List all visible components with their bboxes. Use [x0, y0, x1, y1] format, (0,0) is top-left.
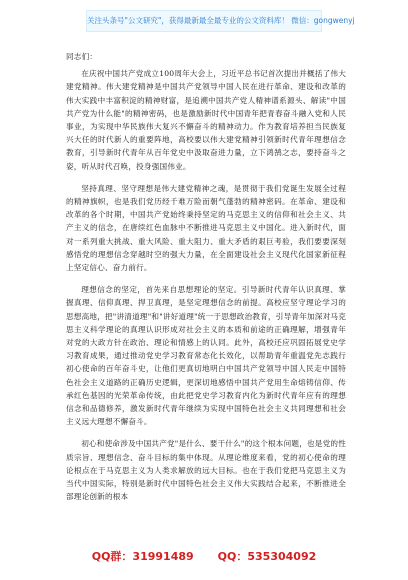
paragraph-2: 坚持真理、坚守理想是伟大建党精神之魂，是贯彻于我们党诞生发展全过程的精神旗帜，也是我们党历经千难万险而朝气蓬勃的精神密码。在革命、建设和改革的各个时期，中国共产党始终秉持坚定的马克思主义的信仰和社会主义、共产主义的信念，在唐续红色血脉中不断推进马克思主义中国化。进入新时代，面对一系列重大挑战、重大风险、重大阻力、重大矛盾的艰巨考验，我们要要深刻感悟党的理想信念穿越时空的强大力量，在全面建设社会主义现代化国家新征程上坚定信心、奋力前行。	[66, 183, 346, 273]
paragraph-3: 理想信念的坚定，首先来自思想理论的坚定。引导新时代青年认识真理、掌握真理、信仰真理、捍卫真理，是坚定理想信念的前提。高校应坚守理论学习的思想高地，把"讲清道理"和"讲好道理"统一于思想政治教育，引导青年加深对马克思主义科学理论的真理认识形成对社会主义的本质和前途的正确理解，增强青年对党的大政方针在政治、理论和情感上的认同。此外，高校还应巩固拓展党史学习教育成果，通过推动党史学习教育常态化长效化，以帮助青年重温党先志践行初心使命的百年奋斗史，让他们更真切地明白中国共产党领导中国人民走中国特色社会主义道路的正确历史逻辑，更深切地感悟中国共产党用生命熔铸信仰、传承红色基因的光荣革命传统，由此把党史学习教育内化为新时代青年应有的理想信念和品德修养，激发新时代青年继续为实现中国特色社会主义共同理想和社会主义远大理想不懈奋斗。	[66, 285, 346, 427]
footer-contact	[0, 548, 408, 564]
greeting: 同志们：	[66, 52, 98, 61]
paragraph-4: 初心和使命涉及中国共产党"是什么、要干什么"的这个根本问题，也是党的性质宗旨、理想信念、奋斗目标的集中体现。从理论维度来看，党的初心使命的理论根点在于马克思主义为人类求解放的远大目标。也在于我们党把马克思主义为当代中国实际，特别是新时代中国特色社会主义伟大实践结合起来，不断推进全部理论创新的根本	[66, 439, 346, 502]
header-banner: 关注头条号"公文研究"，获得最新最全最专业的公文资料库！ 微信：gongwenyj	[86, 10, 322, 32]
document-body	[66, 50, 346, 513]
paragraph-1: 在庆祝中国共产党成立100周年大会上，习近平总书记首次提出并概括了伟大建党精神。伟大建党精神是中国共产党领导中国人民在进行革命、建设和改革的伟大实践中丰富积淀的精神财富，是追溯中国共产党人精神谱系源头、解读"中国共产党为什么能"的精神密码，也是激励新时代中国青年把青春奋斗融入党和人民事业，为实现中华民族伟大复兴不懈奋斗的精神动力。作为教育培养担当民族复兴大任的时代新人的重要阵地，高校要以伟大建党精神引领新时代青年理想信念教育，引导新时代青年从百年党史中汲取奋进力量，立下鸿鹄之志，要持奋斗之姿，听从时代召唤，投身强国伟业。	[66, 69, 346, 171]
qq-group-text: QQ群：31991489	[91, 550, 194, 563]
qq-text: QQ：535304092	[217, 550, 317, 563]
